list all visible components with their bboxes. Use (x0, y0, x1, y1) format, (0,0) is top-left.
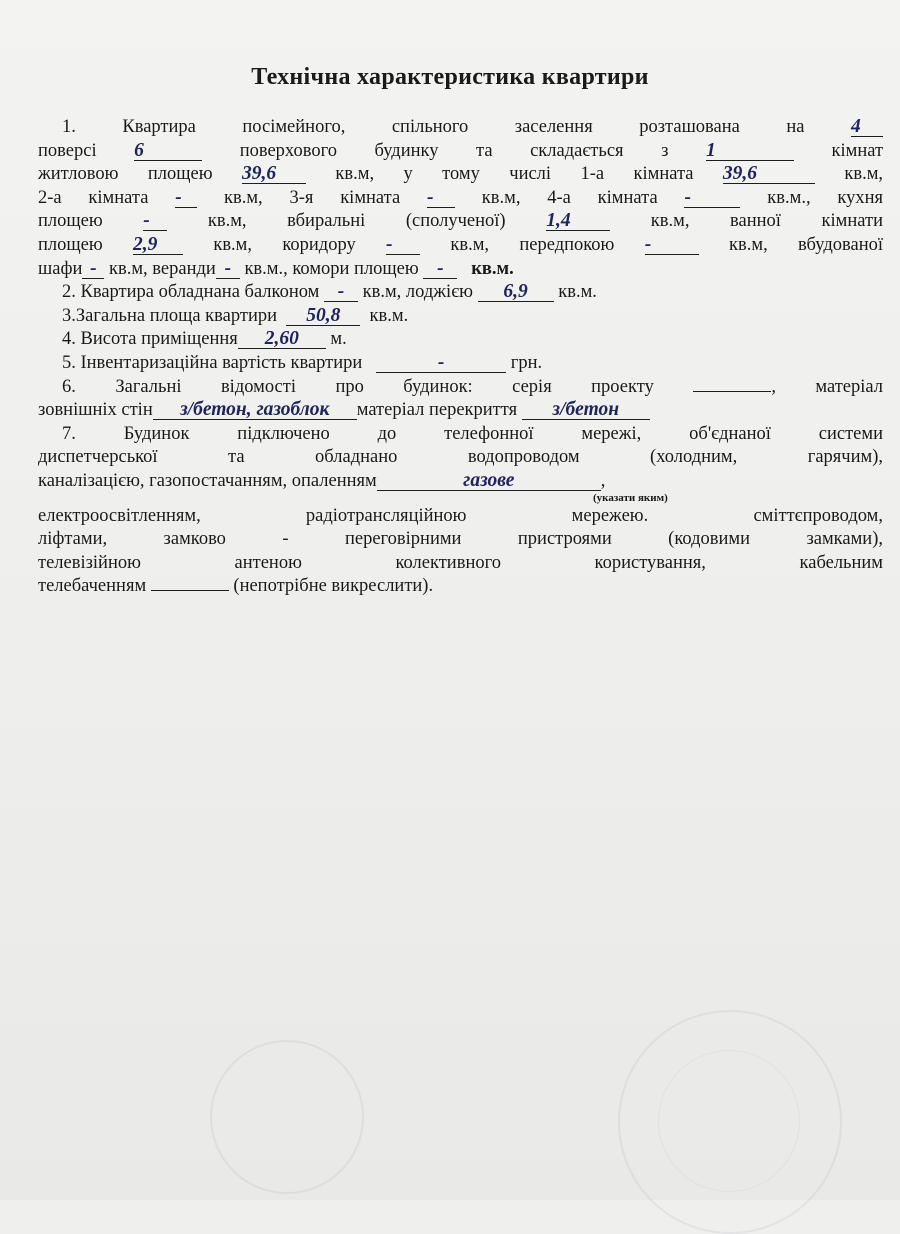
text: кв.м. (471, 258, 514, 279)
faded-stamp-left (210, 1040, 364, 1194)
line-2 (38, 140, 883, 164)
line-20 (38, 575, 883, 599)
bathroom-area-value: 2,9 (133, 236, 183, 255)
text: диспетчерської та обладнано водопроводом (холодним, гарячим), (38, 447, 883, 468)
text: кв.м, ванної кімнати (650, 211, 883, 232)
text: телебаченням (38, 576, 147, 597)
text: каналізацією, газопостачанням, опаленням (38, 470, 377, 491)
text: 3.Загальна площа квартири (62, 305, 278, 326)
text: 2-а кімната (38, 187, 149, 208)
line-6 (38, 234, 883, 258)
heating-type-value: газове (377, 472, 601, 491)
balcony-area-value: - (324, 283, 358, 302)
room-4-area-value: - (684, 189, 740, 208)
line-18 (38, 528, 883, 552)
cable-tv-field (151, 590, 229, 591)
loggia-area-value: 6,9 (478, 283, 554, 302)
total-area-value: 50,8 (286, 307, 360, 326)
line-11 (38, 352, 883, 376)
text: кв.м., комори площею (244, 258, 419, 279)
line-7 (38, 258, 883, 282)
line-4 (38, 187, 883, 211)
text: поверхового будинку та (239, 140, 493, 161)
line-13 (38, 399, 883, 423)
line-19 (38, 552, 883, 576)
wardrobe-area-value: - (82, 260, 104, 279)
document-body (38, 116, 883, 599)
line-9 (38, 305, 883, 329)
text: 1. Квартира посімейного, спільного заселення (62, 117, 593, 137)
rooms-count-value: 1 (706, 142, 794, 161)
line-17 (38, 505, 883, 529)
text: телевізійною антеною колективного користування, кабельним (38, 552, 883, 573)
text: 3-я кімната (289, 187, 401, 208)
document-title: Технічна характеристика квартири (251, 64, 649, 90)
corridor-area-value: - (386, 236, 420, 255)
text: 2. Квартира обладнана балконом (62, 282, 320, 303)
line-5 (38, 210, 883, 234)
storeroom-area-value: - (423, 260, 457, 279)
text: грн. (510, 352, 543, 373)
text: 5. Інвентаризаційна вартість квартири (62, 352, 363, 373)
text: кв.м, вбиральні (сполученої) (207, 211, 506, 232)
text: кв.м. (369, 305, 409, 326)
floor-value: 4 (851, 118, 883, 137)
text: 4-а кімната (547, 187, 658, 208)
text: ліфтами, замково - переговірними пристроями (кодовими замками), (38, 529, 883, 550)
line-12 (38, 376, 883, 400)
text: матеріал перекриття (356, 400, 518, 421)
floors-count-value: 6 (134, 142, 202, 161)
text: кв.м, у тому числі 1-а кімната (335, 164, 694, 185)
text: кв.м, коридору (213, 234, 356, 255)
line-3 (38, 163, 883, 187)
text: складається з (530, 140, 669, 161)
text: кв.м., кухня (767, 187, 883, 208)
field-hint: (указати яким) (593, 491, 668, 504)
line-1 (38, 116, 883, 140)
living-area-value: 39,6 (242, 165, 306, 184)
text: 7. Будинок підключено до телефонної мережі, об'єднаної системи (62, 423, 883, 444)
walls-material-value: з/бетон, газоблок (153, 401, 357, 420)
inventory-value: - (376, 354, 506, 373)
text: м. (330, 329, 347, 350)
ceiling-height-value: 2,60 (238, 330, 326, 349)
text: кв.м, (224, 187, 263, 208)
project-series-field (693, 391, 771, 392)
text: 4. Висота приміщення (62, 329, 238, 350)
text: зовнішніх стін (38, 400, 153, 421)
text: кв.м, вбудованої (729, 234, 883, 255)
text: кв.м, веранди (108, 258, 216, 279)
text: кв.м, лоджією (362, 282, 473, 303)
text: кв.м, передпокою (450, 234, 615, 255)
kitchen-area-value: - (143, 212, 167, 231)
veranda-area-value: - (216, 260, 240, 279)
text: кімнат (831, 140, 883, 161)
text: кв.м, (481, 187, 521, 208)
room-1-area-value: 39,6 (723, 165, 815, 184)
line-15 (38, 446, 883, 470)
line-8 (38, 281, 883, 305)
hallway-area-value: - (645, 236, 699, 255)
text: кв.м. (558, 282, 597, 303)
text: поверсі (38, 140, 97, 161)
line-10 (38, 328, 883, 352)
text: (непотрібне викреслити). (233, 576, 434, 597)
text: кв.м, (844, 164, 883, 185)
room-3-area-value: - (427, 189, 455, 208)
line-14 (38, 423, 883, 447)
text: електроосвітленням, радіотрансляційною мережею. сміттєпроводом, (38, 505, 883, 526)
toilet-area-value: 1,4 (546, 212, 610, 231)
text: , матеріал (771, 376, 883, 397)
floor-slab-material-value: з/бетон (522, 401, 650, 420)
text: житловою площею (38, 164, 213, 185)
text: площею (38, 234, 103, 255)
text: 6. Загальні відомості про будинок: серія проекту (62, 376, 654, 397)
text: площею (38, 211, 103, 232)
text: розташована на (639, 117, 805, 137)
text: шафи (38, 258, 83, 279)
room-2-area-value: - (175, 189, 197, 208)
text: , (600, 470, 606, 491)
faded-stamp-right-inner (658, 1050, 800, 1192)
